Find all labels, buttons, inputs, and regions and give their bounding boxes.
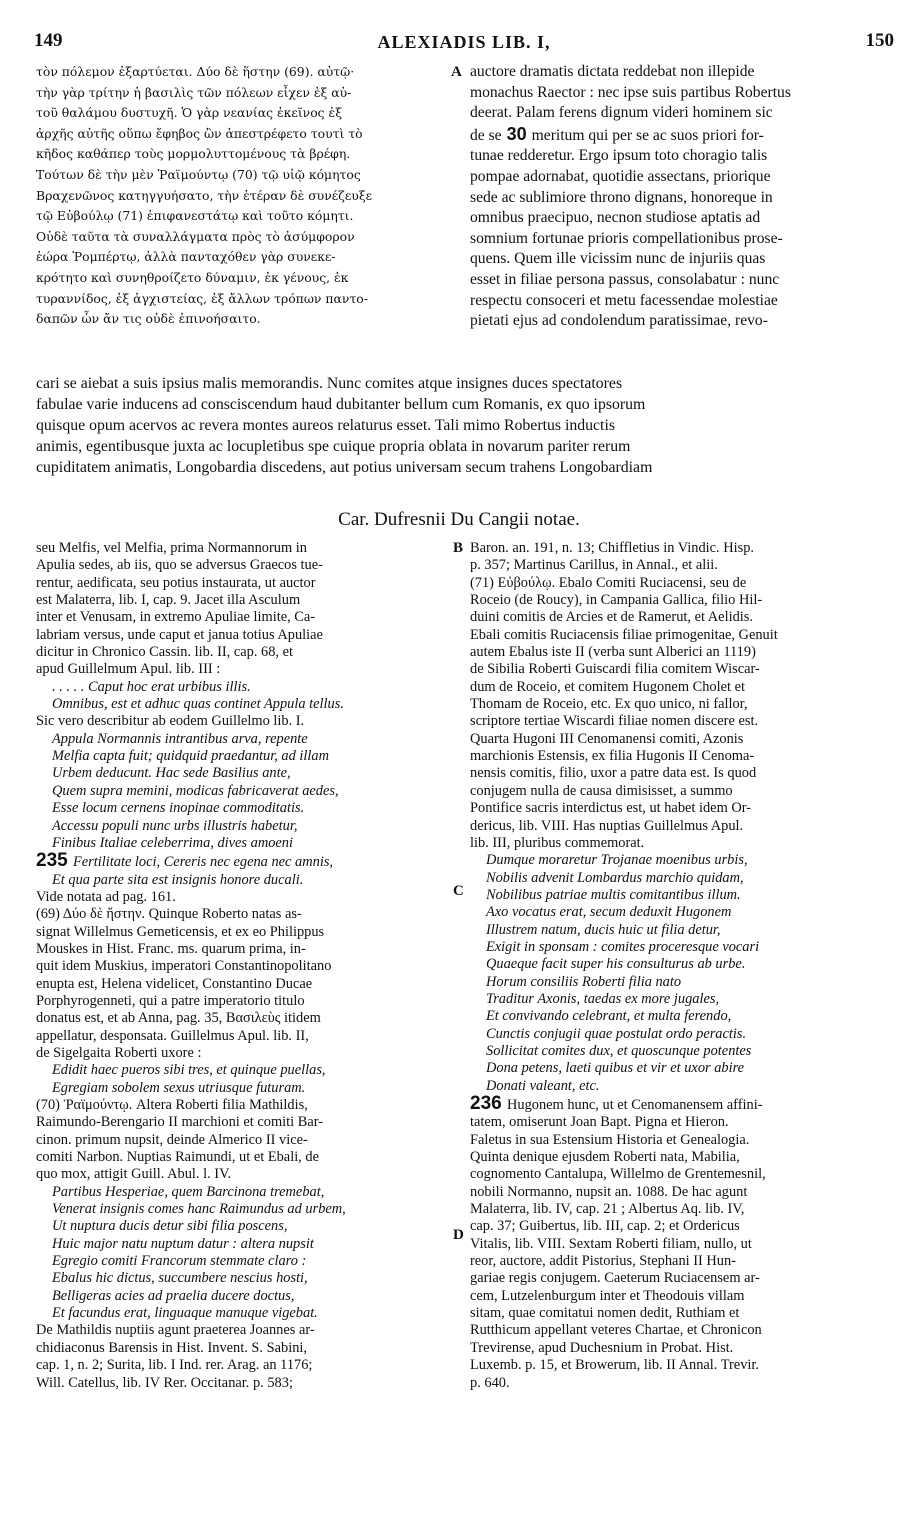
verse-line: Venerat insignis comes hanc Raimundus ad urbem, xyxy=(52,1201,346,1218)
verse-line: Cunctis conjugii quae postulat ordo peractis. xyxy=(486,1025,747,1042)
note-line: (71) Εὐβούλῳ. Ebalo Comiti Ruciacensi, seu de xyxy=(470,574,747,591)
note-line: Quinta denique ejusdem Roberti nata, Mabilia, xyxy=(470,1149,740,1166)
note-line: appellatur, desponsata. Guillelmus Apul. lib. II, xyxy=(36,1027,309,1044)
verse-line: Quaeque facit super his consulturus ab urbe. xyxy=(486,956,746,973)
verse-line: Omnibus, est et adhuc quas continet Appula tellus. xyxy=(52,696,344,713)
note-line: Sic vero describitur ab eodem Guillelmo lib. I. xyxy=(36,713,305,730)
verse-line: Finibus Italiae celeberrima, dives amoeni xyxy=(52,834,293,851)
verse-line: Donati valeant, etc. xyxy=(486,1077,600,1094)
note-line: cap. 37; Guibertus, lib. III, cap. 2; et Ordericus xyxy=(470,1218,740,1235)
latin-line: pietati ejus ad condolendum paratissimae, revo- xyxy=(470,312,768,330)
note-line: sitam, quae comitatui nomen dedit, Ruthiam et xyxy=(470,1305,740,1322)
page-number-right: 150 xyxy=(865,30,894,51)
note-line: comiti Narbon. Nuptias Raimundi, ut et Ebali, de xyxy=(36,1149,319,1166)
verse-line: Appula Normannis intrantibus arva, repente xyxy=(52,730,308,747)
notes-heading: Car. Dufresnii Du Cangii notae. xyxy=(338,509,580,530)
note-line: Roceio (de Roucy), in Campania Gallica, filio Hil- xyxy=(470,592,763,609)
note-line: dum de Roceio, et comitem Hugonem Cholet et xyxy=(470,678,745,695)
note-line: p. 357; Martinus Carillus, in Annal., et alii. xyxy=(470,557,718,574)
note-line: cinon. primum nupsit, deinde Almerico II vice- xyxy=(36,1131,308,1148)
verse-line: Nobilibus patriae multis comitantibus illum. xyxy=(486,886,741,903)
note-line: autem Ebalus iste II (verba sunt Alberici an 1119) xyxy=(470,644,756,661)
running-header xyxy=(34,30,894,58)
verse-line: Ut nuptura ducis detur sibi filia poscens, xyxy=(52,1218,288,1235)
note-line xyxy=(36,852,448,871)
note-line: gariae regis conjugem. Caeterum Ruciacensem ar- xyxy=(470,1270,760,1287)
note-line: Raimundo-Berengario II marchioni et comiti Bar- xyxy=(36,1114,324,1131)
note-line: Ebali comitis Ruciacensis filiae primogenitae, Genuit xyxy=(470,626,778,643)
column-marker-c: C xyxy=(453,883,464,899)
note-line: cognomento Cantalupa, Willelmo de Grentemesnil, xyxy=(470,1166,766,1183)
column-marker-d: D xyxy=(453,1227,464,1243)
note-text: Hugonem hunc, ut et Cenomanensem affini- xyxy=(506,1097,763,1113)
latin-line xyxy=(470,124,892,147)
notes-right-column xyxy=(470,540,892,1392)
verse-line: Partibus Hesperiae, quem Barcinona tremebat, xyxy=(52,1183,325,1200)
latin-line: fabulae varie inducens ad consciscendum haud dubitanter bellum cum Romanis, ex quo ipsorum xyxy=(36,396,646,413)
verse-line: Egregiam sobolem sexus utriusque futuram. xyxy=(52,1079,306,1096)
latin-line: sede ac sublimiore throno dignans, honoreque in xyxy=(470,188,773,206)
verse-line: Quem supra memini, modicas fabricaverat aedes, xyxy=(52,782,339,799)
running-title: ALEXIADIS LIB. I, xyxy=(377,32,551,52)
verse-text: Fertilitate loci, Cereris nec egena nec amnis, xyxy=(72,854,334,871)
greek-line: Τούτων δὲ τὴν μὲν Ῥαϊμούντῳ (70) τῷ υἱῷ κόμητος xyxy=(36,166,361,182)
greek-line: Βραχενῶνος κατηγγυήσατο, τὴν ἑτέραν δὲ συνέζευξε xyxy=(36,187,373,203)
verse-line: Sollicitat comites dux, et quoscunque potentes xyxy=(486,1042,752,1059)
latin-line: quens. Quem ille vicissim nunc de injuriis quas xyxy=(470,250,766,268)
latin-line: esset in filiae persona passus, consolabatur : nunc xyxy=(470,270,780,288)
note-line: Vide notata ad pag. 161. xyxy=(36,888,176,905)
latin-translation-full-width xyxy=(36,373,894,478)
greek-line: τῷ Εὐβούλῳ (71) ἐπιφανεστάτῳ καὶ τοῦτο κόμητι. xyxy=(36,208,354,224)
note-line: labriam versus, unde caput et janua totius Apuliae xyxy=(36,626,323,643)
verse-line: Dumque moraretur Trojanae moenibus urbis, xyxy=(486,852,748,869)
verse-line: Et convivando celebrant, et multa ferendo, xyxy=(486,1008,732,1025)
verse-line: Egregio comiti Francorum stemmate claro : xyxy=(52,1253,307,1270)
note-line: dicitur in Chronico Cassin. lib. II, cap. 68, et xyxy=(36,644,293,661)
greek-line: τυραννίδος, ἐξ ἀγχιστείας, ἐξ ἄλλων τρόπων παντο- xyxy=(36,290,368,306)
note-line: de Sigelgaita Roberti uxore : xyxy=(36,1044,202,1061)
verse-line: Melfia capta fuit; quidquid praedantur, ad illam xyxy=(52,748,330,765)
note-line: Baron. an. 191, n. 13; Chiffletius in Vindic. Hisp. xyxy=(470,540,755,556)
note-line: nobili Normanno, nupsit an. 1088. De hac agunt xyxy=(470,1183,748,1200)
note-line: Thomam de Roceio, etc. Ex quo unico, ni fallor, xyxy=(470,696,748,713)
verse-line: Esse locum cernens inopinae commoditatis. xyxy=(52,800,305,817)
verse-line: Edidit haec pueros sibi tres, et quinque puellas, xyxy=(52,1062,326,1079)
note-line: signat Willelmus Gemeticensis, et ex eo Philippus xyxy=(36,923,325,940)
greek-line: τὴν γὰρ τρίτην ἡ βασιλὶς τῶν πόλεων εἶχεν ἐξ αὐ- xyxy=(36,84,352,100)
verse-line: Horum consiliis Roberti filia nato xyxy=(486,973,682,990)
latin-line-part: de se xyxy=(470,126,502,144)
page-number-left: 149 xyxy=(34,30,63,51)
note-line: reor, auctore, addit Pistorius, Stephani II Hun- xyxy=(470,1253,736,1270)
greek-line: τὸν πόλεμον ἐξαρτύεται. Δύο δὲ ἥστην (69). αὐτῷ· xyxy=(36,64,355,79)
note-line: Vitalis, lib. VIII. Sextam Roberti filiam, nullo, ut xyxy=(470,1235,752,1252)
latin-line-part: meritum qui per se ac suos priori for- xyxy=(531,126,764,144)
note-line: donatus est, et ab Anna, pag. 35, Βασιλεὺς itidem xyxy=(36,1010,321,1027)
latin-line: auctore dramatis dictata reddebat non illepide xyxy=(470,63,755,80)
note-line: (70) Ῥαϊμούντῳ. Altera Roberti filia Mathildis, xyxy=(36,1097,308,1113)
note-line: duini comitis de Arcies et de Ramerut, et Aelidis. xyxy=(470,609,753,626)
note-line: lib. III, pluribus commemorat. xyxy=(470,834,645,851)
greek-line: δαπῶν ὧν ἄν τις οὐδὲ ἐπινοήσαιτο. xyxy=(36,311,261,327)
greek-line: Οὐδὲ ταῦτα τὰ συναλλάγματα πρὸς τὸ ἀσύμφορον xyxy=(36,228,355,244)
verse-line: Axo vocatus erat, secum deduxit Hugonem xyxy=(486,904,732,921)
notes-left-column xyxy=(36,540,448,1392)
verse-line: Belligeras acies ad praelia ducere doctus, xyxy=(52,1287,295,1304)
verse-line: Dona petens, laeti quibus et vir et uxor abire xyxy=(486,1060,745,1077)
note-line: p. 640. xyxy=(470,1374,510,1391)
greek-line: κῆδος καθάπερ τοὺς μορμολυττομένους τὰ βρέφη. xyxy=(36,146,351,162)
note-line: dericus, lib. VIII. Has nuptias Guillelmus Apul. xyxy=(470,817,744,834)
note-line: Mouskes in Hist. Franc. ms. quarum prima, in- xyxy=(36,940,306,957)
page-reference-number: 30 xyxy=(501,123,532,144)
latin-line: cupiditatem animatis, Longobardia discedens, aut potius universam secum trahens Longobardiam xyxy=(36,459,653,476)
verse-line: Et facundus erat, linguaque manuque vigebat. xyxy=(52,1305,318,1322)
column-marker-b: B xyxy=(453,540,464,556)
verse-line: Traditur Axonis, taedas ex more jugales, xyxy=(486,990,720,1007)
greek-line: κρότητο καὶ συνηθροίζετο δύναμιν, ἐκ γένους, ἐκ xyxy=(36,269,349,285)
note-line: De Mathildis nuptiis agunt praeterea Joannes ar- xyxy=(36,1322,315,1339)
note-line: Luxemb. p. 15, et Browerum, lib. II Annal. Trevir. xyxy=(470,1357,759,1374)
latin-line: animis, egentibusque juxta ac locupletibus spe cuique propria oblata in novarum pariter rerum xyxy=(36,438,631,455)
note-line xyxy=(470,1095,892,1114)
note-line: (69) Δύο δὲ ἥστην. Quinque Roberto natas as- xyxy=(36,906,302,923)
note-line: Pontifice sacris interdictus est, ut habet idem Or- xyxy=(470,800,752,817)
note-line: Porphyrogenneti, qui a patre imperatorio titulo xyxy=(36,992,305,1009)
page-reference-number: 235 xyxy=(36,852,73,872)
latin-line: pompae adornabat, quotidie assectans, priorique xyxy=(470,167,771,185)
note-line: rentur, aedificata, seu potius instaurata, ut auctor xyxy=(36,574,316,591)
verse-line: Nobilis advenit Lombardus marchio quidam, xyxy=(486,869,744,886)
latin-line: omnibus praecipuo, necnon studiose aptatis ad xyxy=(470,209,761,227)
latin-line: quisque opum acervos ac revera montes aureos relaturus esset. Tali mimo Robertus inductis xyxy=(36,417,615,434)
note-line: Apulia sedes, ab iis, quo se adversus Graecos tue- xyxy=(36,557,323,574)
note-line: de Sibilia Roberti Guiscardi filia comitem Wiscar- xyxy=(470,661,760,678)
note-line: Trevirense, apud Duchesnium in Probat. Hist. xyxy=(470,1339,734,1356)
greek-line: ἀρχῆς αὐτῆς οὕπω ἔφηβος ὢν ἀπεστρέφετο τουτὶ τὸ xyxy=(36,125,363,141)
latin-line: monachus Raector : nec ipse suis partibus Robertus xyxy=(470,83,791,101)
latin-line: deerat. Palam ferens dignum videri hominem sic xyxy=(470,104,773,122)
note-line: inter et Venusam, in extremo Apuliae limite, Ca- xyxy=(36,609,316,626)
note-line: tatem, omiserunt Joan Bapt. Pigna et Hieron. xyxy=(470,1114,729,1131)
note-line: seu Melfis, vel Melfia, prima Normannorum in xyxy=(36,540,307,556)
latin-line: respectu consoceri et metu facessendae molestiae xyxy=(470,291,778,309)
column-marker-a: A xyxy=(451,64,462,80)
latin-translation-column xyxy=(470,62,892,332)
verse-line: Illustrem natum, ducis huic ut filia detur, xyxy=(486,921,721,938)
latin-line: cari se aiebat a suis ipsius malis memorandis. Nunc comites atque insignes duces spectatores xyxy=(36,375,623,392)
note-line: nensis comitis, filio, uxor a patre data est. Is quod xyxy=(470,765,757,782)
greek-line: τοῦ θαλάμου δυστυχῆ. Ὁ γὰρ νεανίας ἐκεῖνος ἐξ xyxy=(36,105,343,121)
verse-line: Huic major natu nuptum datur : altera nupsit xyxy=(52,1235,314,1252)
note-line: est Malaterra, lib. I, cap. 9. Jacet illa Asculum xyxy=(36,592,301,609)
note-line: scriptore tertiae Wiscardi filiae nomen discere est. xyxy=(470,713,759,730)
note-line: Will. Catellus, lib. IV Rer. Occitanar. p. 583; xyxy=(36,1374,293,1391)
note-line: cem, Lutzelenburgum inter et Theodouis villam xyxy=(470,1287,745,1304)
latin-line: somnium fortunae prioris compellationibus prose- xyxy=(470,229,783,247)
note-line: enupta est, Helena videlicet, Constantino Ducae xyxy=(36,975,313,992)
note-line: apud Guillelmum Apul. lib. III : xyxy=(36,661,221,678)
note-line: quo mox, attigit Guill. Abul. l. IV. xyxy=(36,1166,232,1183)
verse-line: Exigit in sponsam : comites proceresque vocari xyxy=(486,938,760,955)
note-line: Quarta Hugoni III Cenomanensi comiti, Azonis xyxy=(470,730,744,747)
note-line: chidiaconus Barensis in Hist. Invent. S. Sabini, xyxy=(36,1339,307,1356)
note-line: Rutthicum appellant veteres Chartae, et Chronicon xyxy=(470,1322,762,1339)
verse-line: Accessu populi nunc urbs illustris habetur, xyxy=(52,817,298,834)
page-reference-number: 236 xyxy=(470,1095,507,1114)
verse-line: Et qua parte sita est insignis honore ducali. xyxy=(52,871,304,888)
note-line: conjugem nulla de causa dimisisset, a summo xyxy=(470,782,733,799)
verse-line: Urbem deducunt. Hac sede Basilius ante, xyxy=(52,765,291,782)
latin-line: tunae redderetur. Ergo ipsum toto choragio talis xyxy=(470,147,768,165)
greek-line: ἑώρα Ῥομπέρτῳ, ἀλλὰ πανταχόθεν γὰρ συνεκε- xyxy=(36,249,336,265)
note-line: Faletus in sua Estensium Historia et Genealogia. xyxy=(470,1131,750,1148)
note-line: cap. 1, n. 2; Surita, lib. I Ind. rer. Arag. an 1176; xyxy=(36,1357,313,1374)
note-line: quit idem Muskius, imperatori Constantinopolitano xyxy=(36,958,332,975)
note-line: marchionis Estensis, ex filia Hugonis II Cenoma- xyxy=(470,748,755,765)
verse-line: Ebalus hic dictus, succumbere nescius hosti, xyxy=(52,1270,308,1287)
verse-line: . . . . . Caput hoc erat urbibus illis. xyxy=(52,678,251,695)
greek-text-column xyxy=(36,62,448,330)
note-line: Malaterra, lib. IV, cap. 21 ; Albertus Aq. lib. IV, xyxy=(470,1201,745,1218)
